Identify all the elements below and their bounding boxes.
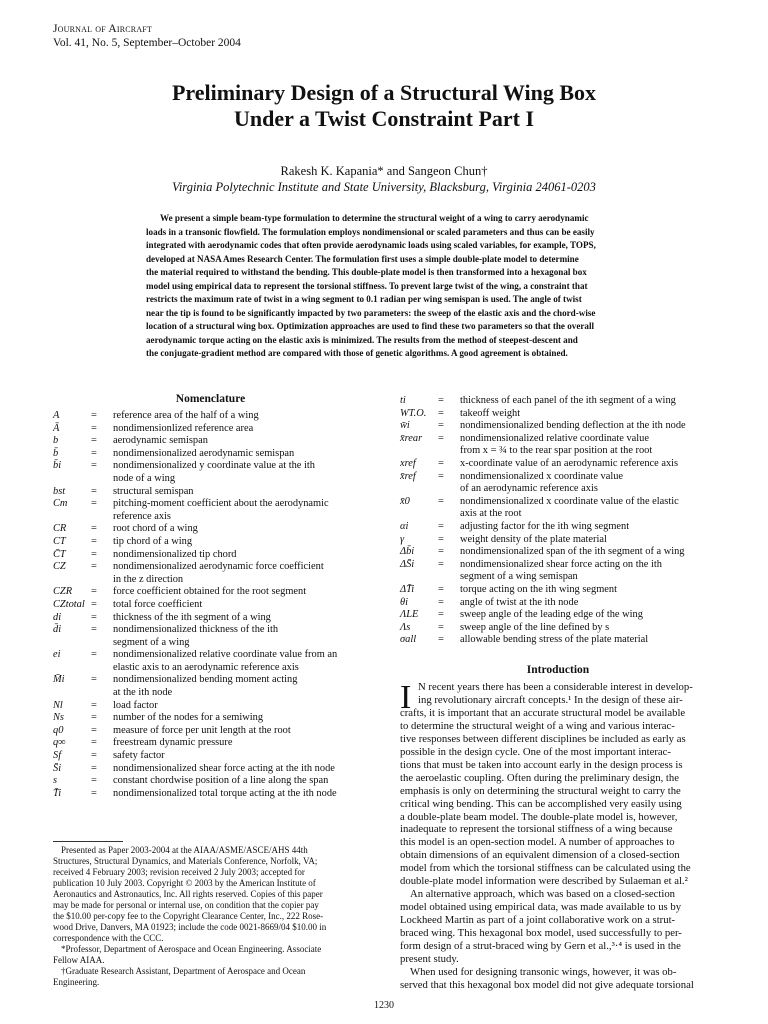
introduction-line: served that this hexagonal box model did not give adequate torsional: [400, 978, 694, 991]
nomenclature-definition: sweep angle of the line defined by s: [460, 621, 610, 633]
nomenclature-entry: [53, 586, 368, 599]
nomenclature-symbol: Δb̄i: [400, 546, 415, 558]
equals-sign: [438, 445, 460, 458]
journal-issue: Vol. 41, No. 5, September–October 2004: [53, 37, 241, 49]
equals-sign: =: [91, 611, 97, 623]
page-number: 1230: [374, 1000, 394, 1011]
nomenclature-definition: load factor: [113, 699, 158, 711]
nomenclature-entry: [53, 637, 368, 650]
nomenclature-definition: structural semispan: [113, 485, 194, 497]
footnote-line: Fellow AIAA.: [53, 955, 105, 965]
nomenclature-symbol: Ns: [53, 712, 64, 724]
nomenclature-symbol: Λs: [400, 621, 411, 633]
equals-sign: =: [91, 460, 97, 472]
nomenclature-entry: [400, 571, 716, 584]
nomenclature-symbol: bst: [53, 485, 66, 497]
equals-sign: =: [91, 498, 97, 510]
nomenclature-definition: measure of force per unit length at the root: [113, 724, 291, 736]
equals-sign: =: [438, 533, 444, 545]
equals-sign: =: [91, 598, 97, 610]
introduction-line: crafts, it is important that an accurate structural model be available: [400, 706, 686, 719]
nomenclature-symbol: di: [53, 611, 62, 623]
nomenclature-entry: [53, 511, 368, 524]
equals-sign: =: [91, 762, 97, 774]
introduction-line: form design of a strut-braced wing by Gern et al.,³·⁴ is used in the: [400, 940, 681, 953]
equals-sign: =: [438, 432, 444, 444]
nomenclature-definition: nondimensionalized x coordinate value of the elastic: [460, 495, 679, 507]
nomenclature-symbol: CR: [53, 523, 67, 535]
nomenclature-definition: nondimensionalized bending deflection at the ith node: [460, 420, 686, 432]
drop-cap: I: [400, 679, 412, 716]
nomenclature-definition: pitching-moment coefficient about the aerodynamic: [113, 498, 329, 510]
nomenclature-symbol: Cm: [53, 498, 68, 510]
equals-sign: [91, 473, 113, 486]
nomenclature-symbol: WT.O.: [400, 407, 427, 419]
equals-sign: =: [91, 548, 97, 560]
nomenclature-symbol: T̄i: [53, 787, 62, 799]
equals-sign: =: [438, 420, 444, 432]
nomenclature-definition: nondimensionalized relative coordinate value from an: [113, 649, 338, 661]
nomenclature-symbol: [400, 571, 438, 584]
abstract-line: model using empirical data to represent the torsional stiffness. To prevent large twist of the wing, a constraint that: [146, 280, 588, 291]
footnote-student: [53, 966, 368, 988]
equals-sign: =: [91, 586, 97, 598]
nomenclature-symbol: b: [53, 435, 59, 447]
introduction-line: tive responses between different disciplines be included as early as: [400, 732, 686, 745]
nomenclature-symbol: [53, 637, 91, 650]
nomenclature-entry: [53, 737, 368, 750]
nomenclature-entry: [400, 496, 716, 509]
nomenclature-symbol: q∞: [53, 737, 66, 749]
equals-sign: =: [438, 609, 444, 621]
nomenclature-definition: takeoff weight: [460, 407, 521, 419]
nomenclature-symbol: γ: [400, 533, 405, 545]
equals-sign: =: [91, 624, 97, 636]
nomenclature-definition: node of a wing: [113, 472, 176, 484]
equals-sign: =: [91, 447, 97, 459]
nomenclature-definition: nondimensionalized x coordinate value: [460, 470, 624, 482]
nomenclature-definition: nondimensionalized aerodynamic force coefficient: [113, 561, 324, 573]
nomenclature-definition: nondimensionalized bending moment acting: [113, 674, 298, 686]
nomenclature-entry: [400, 521, 716, 534]
introduction-line: tions that must be taken into account early in the design process is: [400, 758, 683, 771]
equals-sign: =: [438, 407, 444, 419]
equals-sign: =: [91, 737, 97, 749]
equals-sign: [91, 687, 113, 700]
nomenclature-entry: [400, 609, 716, 622]
nomenclature-definition: axis at the root: [460, 508, 522, 520]
equals-sign: [438, 508, 460, 521]
nomenclature-entry: [400, 546, 716, 559]
nomenclature-entry: [53, 435, 368, 448]
equals-sign: [91, 574, 113, 587]
nomenclature-definition: in the z direction: [113, 573, 184, 585]
footnote-line: may be made for personal or internal use, on condition that the copier pay: [53, 900, 319, 910]
equals-sign: =: [91, 649, 97, 661]
abstract-line: near the tip is found to be significantly impacted by two parameters: the sweep of the elastic axis and the chord-wise: [146, 307, 596, 318]
nomenclature-symbol: [400, 508, 438, 521]
nomenclature-definition: weight density of the plate material: [460, 533, 607, 545]
introduction-line: N recent years there has been a considerable interest in develop-: [418, 681, 693, 693]
introduction-line: double-plate model information were described by Sulaeman et al.²: [400, 875, 688, 888]
introduction-line: a double-plate beam model. The double-plate model is, however,: [400, 810, 678, 823]
equals-sign: [438, 571, 460, 584]
introduction-line: braced wing. This hexagonal box model, used successfully to per-: [400, 927, 682, 940]
abstract-line: We present a simple beam-type formulation to determine the structural weight of a wing to carry aerodynamic: [160, 213, 589, 223]
introduction-line: model obtained using empirical data, was made available to us by: [400, 901, 682, 914]
abstract-line: restricts the maximum rate of twist in a wing segment to 0.1 radian per wing semispan is used. The angle of twist: [146, 294, 582, 304]
nomenclature-definition: torque acting on the ith wing segment: [460, 583, 617, 595]
nomenclature-symbol: x̄0: [400, 495, 410, 507]
equals-sign: =: [91, 435, 97, 447]
nomenclature-entry: [53, 712, 368, 725]
introduction-line: obtain dimensions of an equivalent dimension of a closed-section: [400, 849, 680, 862]
equals-sign: =: [91, 422, 97, 434]
nomenclature-definition: angle of twist at the ith node: [460, 596, 579, 608]
nomenclature-entry: [53, 448, 368, 461]
nomenclature-entry: [53, 549, 368, 562]
equals-sign: =: [91, 787, 97, 799]
introduction-line: the aeroelastic coupling. Often during the preliminary design, the: [400, 771, 679, 784]
nomenclature-symbol: w̄i: [400, 420, 410, 432]
nomenclature-definition: root chord of a wing: [113, 523, 198, 535]
nomenclature-entry: [53, 523, 368, 536]
equals-sign: =: [91, 523, 97, 535]
equals-sign: =: [438, 596, 444, 608]
footnote-line: the $10.00 per-copy fee to the Copyright Clearance Center, Inc., 222 Rose-: [53, 911, 324, 921]
nomenclature-entry: [53, 460, 368, 473]
nomenclature-definition: allowable bending stress of the plate material: [460, 634, 649, 646]
nomenclature-definition: nondimensionalized tip chord: [113, 548, 237, 560]
nomenclature-symbol: M̄i: [53, 674, 65, 686]
nomenclature-definition: segment of a wing semispan: [460, 571, 578, 583]
nomenclature-entry: [400, 534, 716, 547]
abstract-line: the conjugate-gradient method are compared with those of genetic algorithms. A good agreement is obtained.: [146, 348, 568, 358]
nomenclature-definition: of an aerodynamic reference axis: [460, 483, 598, 495]
nomenclature-entry: [53, 763, 368, 776]
introduction-line: Lockheed Martin as part of a joint collaborative work on a strut-: [400, 914, 676, 927]
nomenclature-definition: total force coefficient: [113, 598, 203, 610]
nomenclature-symbol: CZR: [53, 586, 73, 598]
equals-sign: =: [438, 634, 444, 646]
nomenclature-definition: reference axis: [113, 510, 171, 522]
nomenclature-entry: [53, 725, 368, 738]
nomenclature-definition: nondimensionalized thickness of the ith: [113, 624, 279, 636]
introduction-body: [400, 681, 716, 992]
nomenclature-symbol: s: [53, 775, 58, 787]
equals-sign: =: [91, 750, 97, 762]
nomenclature-symbol: d̄i: [53, 624, 62, 636]
equals-sign: =: [91, 724, 97, 736]
nomenclature-definition: nondimensionalized span of the ith segment of a wing: [460, 546, 685, 558]
footnote-line: *Professor, Department of Aerospace and Ocean Engineering. Associate: [61, 944, 322, 954]
footnote-line: Presented as Paper 2003-2004 at the AIAA/ASME/ASCE/AHS 44th: [61, 845, 308, 855]
equals-sign: [438, 483, 460, 496]
abstract-line: developed at NASA Ames Research Center. The formulation first uses a simple double-plate model to determine: [146, 253, 579, 264]
nomenclature-definition: segment of a wing: [113, 636, 190, 648]
footnote-line: received 4 February 2003; revision received 2 July 2003; accepted for: [53, 867, 305, 877]
nomenclature-entry: [53, 486, 368, 499]
abstract-line: integrated with aerodynamic codes that often provide aerodynamic loads using scaled variables, for example, TOPS,: [146, 240, 596, 250]
footnote-line: Structures, Structural Dynamics, and Materials Conference, Norfolk, VA;: [53, 856, 318, 866]
nomenclature-symbol: Nl: [53, 699, 63, 711]
nomenclature-entry: [53, 599, 368, 612]
nomenclature-entry: [53, 700, 368, 713]
nomenclature-symbol: xref: [400, 457, 416, 469]
footnote-line: wood Drive, Danvers, MA 01923; include the code 0021-8669/04 $10.00 in: [53, 922, 327, 932]
nomenclature-entry: [53, 788, 368, 801]
nomenclature-entry: [53, 561, 368, 574]
equals-sign: =: [91, 674, 97, 686]
nomenclature-symbol: ΔS̄i: [400, 558, 415, 570]
equals-sign: =: [438, 495, 444, 507]
introduction-line: critical wing bending. This can be accomplished very easily using: [400, 797, 682, 810]
nomenclature-symbol: θi: [400, 596, 408, 608]
equals-sign: =: [91, 712, 97, 724]
abstract-line: aerodynamic torque acting on the elastic axis is minimized. The results from the method of steepest-descent and: [146, 334, 578, 345]
author-affiliation: Virginia Polytechnic Institute and State University, Blacksburg, Virginia 24061-0203: [172, 180, 596, 194]
nomenclature-entry: [53, 498, 368, 511]
nomenclature-entry: [53, 674, 368, 687]
nomenclature-definition: nondimensionlized reference area: [113, 422, 254, 434]
nomenclature-symbol: [53, 511, 91, 524]
equals-sign: =: [91, 699, 97, 711]
nomenclature-definition: constant chordwise position of a line along the span: [113, 775, 329, 787]
nomenclature-entry: [400, 420, 716, 433]
footnote-line: correspondence with the CCC.: [53, 933, 164, 943]
equals-sign: =: [438, 621, 444, 633]
equals-sign: =: [438, 457, 444, 469]
nomenclature-entry: [53, 649, 368, 662]
nomenclature-definition: adjusting factor for the ith wing segment: [460, 520, 630, 532]
nomenclature-definition: nondimensionalized y coordinate value at the ith: [113, 460, 315, 472]
author-list: Rakesh K. Kapania* and Sangeon Chun†: [280, 164, 488, 178]
introduction-line: model from which the torsional stiffness can be calculated using the: [400, 862, 691, 875]
nomenclature-definition: aerodynamic semispan: [113, 435, 208, 447]
nomenclature-entry: [53, 624, 368, 637]
equals-sign: =: [438, 558, 444, 570]
nomenclature-symbol: b̄: [53, 447, 59, 459]
introduction-line: When used for designing transonic wings, however, it was ob-: [410, 965, 677, 978]
nomenclature-definition: freestream dynamic pressure: [113, 737, 233, 749]
equals-sign: =: [91, 775, 97, 787]
nomenclature-definition: from x = ¾ to the rear spar position at the root: [460, 445, 653, 457]
journal-masthead: [53, 22, 241, 50]
nomenclature-symbol: x̄rear: [400, 432, 423, 444]
nomenclature-symbol: x̄ref: [400, 470, 416, 482]
nomenclature-entry: [53, 662, 368, 675]
nomenclature-entry: [53, 536, 368, 549]
equals-sign: =: [91, 410, 97, 421]
introduction-line: ing revolutionary aircraft concepts.¹ In the design of these air-: [418, 693, 683, 706]
nomenclature-entry: [400, 408, 716, 421]
introduction-line: to determine the structural weight of a wing and various interac-: [400, 719, 675, 732]
abstract: [146, 212, 636, 361]
nomenclature-symbol: C̄T: [53, 548, 66, 560]
nomenclature-definition: nondimensionalized total torque acting at the ith node: [113, 787, 337, 799]
nomenclature-entry: [53, 473, 368, 486]
equals-sign: [91, 637, 113, 650]
introduction-heading: Introduction: [526, 664, 590, 676]
nomenclature-symbol: CT: [53, 535, 66, 547]
nomenclature-definition: at the ith node: [113, 687, 173, 699]
nomenclature-symbol: αi: [400, 520, 409, 532]
nomenclature-definition: nondimensionalized shear force acting on the ith: [460, 558, 662, 570]
equals-sign: [91, 662, 113, 675]
introduction-line: this model is an open-section model. A number of approaches to: [400, 836, 675, 849]
nomenclature-definition: nondimensionalized relative coordinate value: [460, 432, 649, 444]
nomenclature-definition: elastic axis to an aerodynamic reference axis: [113, 661, 299, 673]
equals-sign: [91, 511, 113, 524]
nomenclature-heading: Nomenclature: [175, 393, 246, 405]
equals-sign: =: [91, 535, 97, 547]
nomenclature-entry: [400, 395, 716, 408]
abstract-line: location of a structural wing box. Optimization approaches are used to find these two parameters so that the overall: [146, 321, 595, 331]
nomenclature-entry: [400, 471, 716, 484]
nomenclature-symbol: b̄i: [53, 460, 62, 472]
nomenclature-definition: thickness of each panel of the ith segment of a wing: [460, 395, 676, 406]
nomenclature-symbol: CZ: [53, 561, 66, 573]
nomenclature-definition: tip chord of a wing: [113, 535, 193, 547]
nomenclature-symbol: q0: [53, 724, 64, 736]
nomenclature-entry: [53, 423, 368, 436]
introduction-line: An alternative approach, which was based on a closed-section: [410, 888, 676, 901]
nomenclature-list-left: [53, 410, 368, 800]
nomenclature-entry: [400, 458, 716, 471]
nomenclature-symbol: [53, 473, 91, 486]
nomenclature-definition: force coefficient obtained for the root segment: [113, 586, 307, 598]
title-line: Preliminary Design of a Structural Wing Box: [171, 80, 597, 105]
abstract-line: loads in a transonic flowfield. The formulation employs nondimensional or scaled parameters and thus can be easily: [146, 226, 595, 237]
introduction-line: emphasis is only on determining the structural weight to carry the: [400, 784, 681, 797]
nomenclature-symbol: ei: [53, 649, 61, 661]
nomenclature-symbol: σall: [400, 634, 417, 646]
footnote-line: †Graduate Research Assistant, Department of Aerospace and Ocean: [61, 966, 306, 976]
nomenclature-entry: [400, 483, 716, 496]
paper-title: [60, 80, 708, 132]
nomenclature-symbol: [53, 687, 91, 700]
nomenclature-definition: thickness of the ith segment of a wing: [113, 611, 271, 623]
equals-sign: =: [438, 583, 444, 595]
nomenclature-symbol: A: [53, 410, 60, 421]
introduction-line: inadequate to represent the torsional stiffness of a wing because: [400, 823, 673, 836]
equals-sign: =: [91, 561, 97, 573]
nomenclature-entry: [53, 687, 368, 700]
nomenclature-entry: [400, 433, 716, 446]
nomenclature-entry: [400, 622, 716, 635]
nomenclature-entry: [53, 750, 368, 763]
footnote-line: publication 10 July 2003. Copyright © 2003 by the American Institute of: [53, 878, 316, 888]
footnote-professor: [53, 944, 368, 966]
nomenclature-entry: [53, 775, 368, 788]
nomenclature-symbol: Sf: [53, 750, 62, 762]
nomenclature-symbol: S̄i: [53, 762, 62, 774]
footnote-divider: [53, 841, 123, 842]
abstract-line: the material required to withstand the bending. This double-plate model is then transformed into a hexagonal box: [146, 267, 587, 277]
nomenclature-entry: [400, 508, 716, 521]
introduction-line: present study.: [400, 953, 459, 966]
nomenclature-symbol: [53, 662, 91, 675]
footnotes: [53, 845, 368, 988]
nomenclature-list-right: [400, 395, 716, 647]
nomenclature-entry: [400, 584, 716, 597]
equals-sign: =: [91, 485, 97, 497]
footnote-line: Aeronautics and Astronautics, Inc. All rights reserved. Copies of this paper: [53, 889, 323, 899]
nomenclature-entry: [400, 634, 716, 647]
nomenclature-definition: nondimensionalized shear force acting at the ith node: [113, 762, 335, 774]
nomenclature-symbol: [53, 574, 91, 587]
nomenclature-entry: [53, 612, 368, 625]
nomenclature-symbol: [400, 445, 438, 458]
nomenclature-definition: number of the nodes for a semiwing: [113, 712, 264, 724]
nomenclature-symbol: CZtotal: [53, 598, 85, 610]
equals-sign: =: [438, 520, 444, 532]
nomenclature-definition: nondimensionalized aerodynamic semispan: [113, 447, 295, 459]
equals-sign: =: [438, 546, 444, 558]
nomenclature-symbol: ti: [400, 395, 406, 406]
introduction-line: possible in the design cycle. One of the most important interac-: [400, 745, 671, 758]
equals-sign: =: [438, 395, 444, 406]
nomenclature-definition: x-coordinate value of an aerodynamic reference axis: [460, 457, 679, 469]
equals-sign: =: [438, 470, 444, 482]
nomenclature-symbol: ΛLE: [400, 609, 419, 621]
footnote-line: Engineering.: [53, 977, 100, 987]
nomenclature-symbol: ΔT̄i: [400, 583, 415, 595]
nomenclature-definition: safety factor: [113, 750, 165, 762]
nomenclature-entry: [53, 410, 368, 423]
nomenclature-entry: [400, 559, 716, 572]
nomenclature-symbol: [400, 483, 438, 496]
nomenclature-symbol: Ā: [53, 422, 60, 434]
nomenclature-definition: reference area of the half of a wing: [113, 410, 259, 421]
footnote-presented: [53, 845, 368, 944]
journal-name: Journal of Aircraft: [53, 23, 153, 35]
nomenclature-entry: [53, 574, 368, 587]
nomenclature-entry: [400, 445, 716, 458]
title-line: Under a Twist Constraint Part I: [233, 106, 535, 131]
nomenclature-entry: [400, 597, 716, 610]
nomenclature-definition: sweep angle of the leading edge of the wing: [460, 609, 643, 621]
